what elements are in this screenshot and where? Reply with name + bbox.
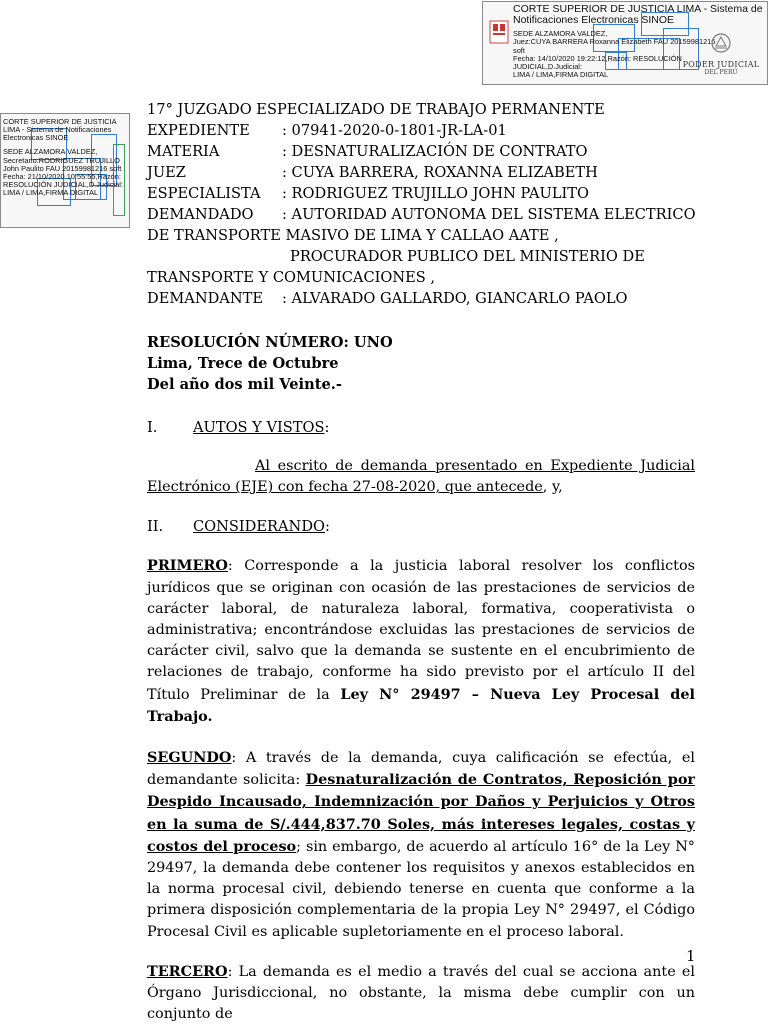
paragraph-label: TERCERO	[147, 962, 228, 980]
header-value: : RODRIGUEZ TRUJILLO JOHN PAULITO	[282, 185, 590, 202]
header-row	[147, 183, 695, 204]
stamp-details: SEDE ALZAMORA VALDEZ, Juez:CUYA BARRERA Roxanna Elizabeth FAU 20159981216 soft Fecha: 14/10/2020 19:22:12,Razón: RESOLUCIÓN JUDICIAL,D.Judicial: LIMA / LIMA,FIRMA DIGITAL	[513, 29, 716, 80]
resolution-place-date: Lima, Trece de Octubre	[147, 355, 339, 372]
header-label: DEMANDANTE	[147, 290, 264, 307]
resolution-document	[147, 99, 695, 1025]
header-value: : AUTORIDAD AUTONOMA DEL SISTEMA ELECTRICO	[282, 206, 696, 223]
digital-signature-stamp-judge	[482, 1, 768, 85]
autos-paragraph: Al escrito de demanda presentado en Expediente Judicial Electrónico (EJE) con fecha 27-08-2020, que antecede, y,	[147, 458, 695, 496]
header-row	[147, 162, 695, 183]
paragraph-segundo: SEGUNDO: A través de la demanda, cuya calificación se efectúa, el demandante solicita: Desnaturalización de Contratos, Reposición por Despido Incausado, Indemnización por Daños y Perjuicios y Otros en la suma de S/.444,837.70 Soles, más intereses legales, costas y costos del proceso; sin embargo, de acuerdo al artículo 16° de la Ley N° 29497, la demanda debe contener los requisitos y anexos establecidos en la norma procesal civil, debiendo tenerse en cuenta que conforme a la primera disposición complementaria de la propia Ley N° 29497, el Código Procesal Civil es aplicable supletoriamente en el proceso laboral.	[147, 749, 696, 940]
claims: Desnaturalización de Contratos, Reposición por Despido Incausado, Indemnización por Daños y Perjuicios y Otros en la suma de S/.444,837.70 Soles, más intereses legales, costas y costos del proceso	[147, 771, 696, 855]
court-name: 17° JUZGADO ESPECIALIZADO DE TRABAJO PERMANENTE	[147, 101, 605, 118]
resolution-year: Del año dos mil Veinte.-	[147, 376, 342, 393]
paragraph-label: PRIMERO	[147, 557, 228, 575]
demandado-continuation-3: TRANSPORTE Y COMUNICACIONES ,	[147, 269, 436, 286]
header-value: : ALVARADO GALLARDO, GIANCARLO PAOLO	[282, 290, 628, 307]
header-label: EXPEDIENTE	[147, 122, 250, 139]
digital-signature-stamp-secretary	[0, 113, 130, 228]
stamp-details: CORTE SUPERIOR DE JUSTICIA LIMA - Sistema de Notificaciones Electronicas SINOE SEDE ALZAMORA VALDEZ, Secretario:RODRIGUEZ TRUJILLO John Paulito FAU 20159981216 soft Fecha: 21/10/2020 10:55:55,Razón: RESOLUCIÓN JUDICIAL,D.Judicial: LIMA / LIMA,FIRMA DIGITAL	[3, 117, 123, 198]
section-autos-y-vistos: I. AUTOS Y VISTOS:	[147, 419, 330, 436]
paragraph-primero: PRIMERO: Corresponde a la justicia laboral resolver los conflictos jurídicos que se originan con ocasión de las prestaciones de servicios de carácter laboral, de naturaleza laboral, formativa, cooperativista o administrativa; encontrándose excluidas las prestaciones de servicios de carácter civil, salvo que la demanda se sustente en el encubrimiento de relaciones de trabajo, conforme ha sido previsto por el artículo II del Título Preliminar de la Ley N° 29497 – Nueva Ley Procesal del Trabajo.	[147, 557, 695, 725]
section-considerando: II. CONSIDERANDO:	[147, 518, 330, 536]
header-label: ESPECIALISTA	[147, 185, 261, 202]
header-value: : 07941-2020-0-1801-JR-LA-01	[282, 122, 507, 139]
page-number: 1	[686, 947, 696, 965]
section-title: AUTOS Y VISTOS	[193, 419, 325, 436]
header-label: MATERIA	[147, 143, 220, 160]
paragraph-tercero: TERCERO: La demanda es el medio a través del cual se acciona ante el Órgano Jurisdiccional, no obstante, la misma debe cumplir con un conjunto de	[147, 962, 695, 1023]
stamp-title: CORTE SUPERIOR DE JUSTICIA LIMA - Sistema de Notificaciones Electronicas SINOE	[513, 3, 763, 26]
resolution-number: RESOLUCIÓN NÚMERO: UNO	[147, 334, 393, 351]
demandado-continuation-1: DE TRANSPORTE MASIVO DE LIMA Y CALLAO AATE ,	[147, 227, 559, 244]
demandado-continuation-2: PROCURADOR PUBLICO DEL MINISTERIO DE	[290, 248, 645, 265]
resolution-heading	[147, 332, 695, 395]
law-reference: Ley N° 29497 – Nueva Ley Procesal del Trabajo.	[147, 685, 695, 725]
header-row	[147, 204, 695, 225]
poder-judicial-emblem-icon	[710, 32, 732, 54]
header-row	[147, 141, 695, 162]
section-title: CONSIDERANDO	[193, 518, 325, 536]
header-row	[147, 120, 695, 141]
case-header	[147, 120, 695, 225]
header-label: DEMANDADO	[147, 206, 254, 223]
header-value: : CUYA BARRERA, ROXANNA ELIZABETH	[282, 164, 598, 181]
header-row-demandante	[147, 288, 695, 309]
poder-judicial-seal: PODER JUDICIAL DEL PERÚ	[679, 32, 763, 82]
header-value: : DESNATURALIZACIÓN DE CONTRATO	[282, 143, 588, 160]
paragraph-label: SEGUNDO	[147, 749, 232, 767]
header-label: JUEZ	[147, 164, 186, 181]
